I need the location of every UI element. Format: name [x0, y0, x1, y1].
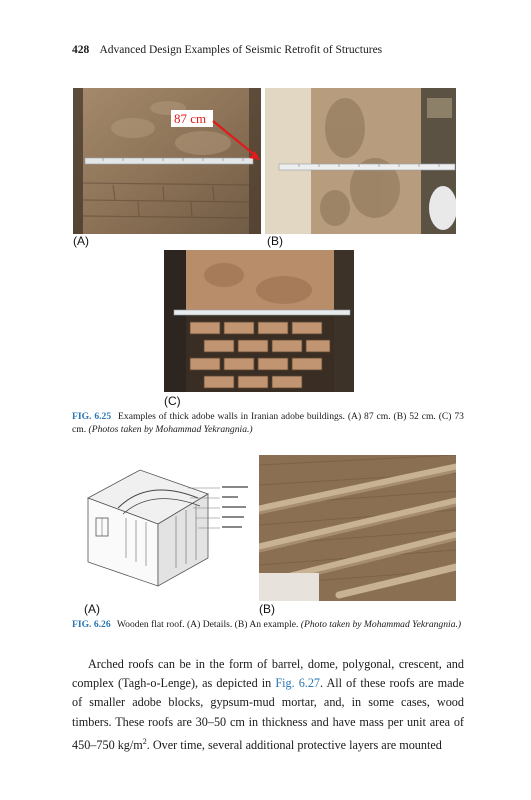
running-header — [72, 44, 472, 56]
photo-thick-adobe-wall-a — [73, 88, 261, 234]
caption-text: Examples of thick adobe walls in Iranian adobe buildings. (A) 87 cm. (B) 52 cm. (C) 73 cm. — [72, 411, 464, 435]
page-number: 428 — [72, 44, 90, 56]
photo-credit: (Photo taken by Mohammad Yekrangnia.) — [300, 619, 462, 630]
figure-number: FIG. 6.25 — [72, 411, 112, 422]
panel-label-b: (B) — [259, 602, 275, 616]
roof-detail-drawing — [78, 458, 254, 598]
panel-label-a: (A) — [84, 602, 100, 616]
body-text-part: Arched roofs can be in the form of barrel, dome, polygonal, crescent, and complex (Tagh-o-Lenge), as depicted in — [72, 657, 464, 691]
body-text-part: . Over time, several additional protective layers are mounted — [146, 737, 442, 752]
panel-label-c: (C) — [164, 394, 181, 408]
photo-wooden-flat-roof — [259, 455, 456, 601]
photo-thick-adobe-wall-c — [164, 250, 354, 392]
photo-credit: (Photos taken by Mohammad Yekrangnia.) — [88, 424, 253, 435]
figure-caption-6-25 — [72, 410, 464, 436]
photo-thick-adobe-wall-b — [265, 88, 456, 234]
figure-number: FIG. 6.26 — [72, 619, 111, 630]
figure-caption-6-26 — [72, 618, 464, 631]
figure-reference-link[interactable]: Fig. 6.27 — [275, 676, 321, 691]
superscript: 2 — [142, 736, 147, 746]
body-text-part: . All of these roofs are made of smaller adobe blocks, gypsum-mud mortar, and, in some cases, wood timbers. These roofs are 30–50 cm in thickness and have mass per unit area of 450–750 kg/m — [72, 676, 464, 752]
caption-text: Wooden flat roof. (A) Details. (B) An example. — [116, 619, 299, 630]
body-paragraph — [72, 655, 464, 755]
running-title: Advanced Design Examples of Seismic Retrofit of Structures — [99, 44, 383, 56]
measurement-annotation: 87 cm — [174, 111, 207, 126]
panel-label-b: (B) — [267, 234, 283, 248]
panel-label-a: (A) — [73, 234, 89, 248]
